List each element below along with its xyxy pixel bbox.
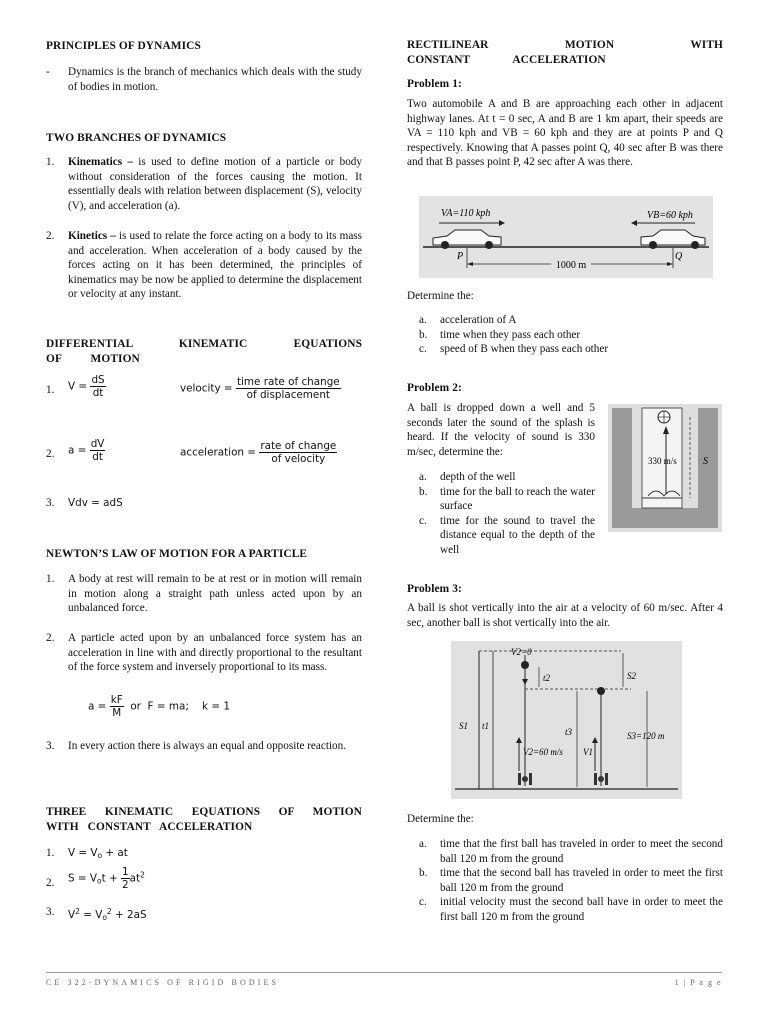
problem-1-title: Problem 1: (407, 78, 462, 90)
problem-1-list (419, 313, 723, 357)
problem-1-determine: Determine the: (407, 290, 474, 302)
heading-differential: DIFFERENTIAL KINEMATIC EQUATIONS OF MOTION (46, 338, 362, 365)
diff-eq-1-number: 1. (46, 384, 55, 396)
problem-2-title: Problem 2: (407, 382, 462, 394)
label-vb: VB=60 kph (647, 210, 693, 221)
list-item-letter: c. (419, 343, 427, 356)
well-wall-right (698, 408, 718, 528)
label-sound-speed: 330 m/s (648, 456, 677, 466)
list-item (419, 514, 595, 558)
kin-eq-3: $V^2 = V_o^2 + 2aS$ (68, 907, 147, 922)
problem-3-text: A ball is shot vertically into the air at a velocity of 60 m/sec. After 4 sec, another ball is shot vertically into the air. (407, 602, 723, 629)
list-item (419, 342, 723, 357)
label-t1: t1 (482, 721, 490, 731)
list-item-text: depth of the well (440, 471, 516, 483)
list-item (419, 485, 595, 514)
heading-newton: NEWTON’S LAW OF MOTION FOR A PARTICLE (46, 548, 308, 560)
list-item-letter: a. (419, 838, 427, 850)
newton-law-2: 2. A particle acted upon by an unbalanced force system has an acceleration in line with and directly proportional to the resultant of the force system and inversely proportional to its mass. (46, 632, 362, 674)
list-item (419, 837, 723, 866)
list-item-letter: b. (419, 867, 428, 880)
diff-eq-2: a = $\frac{dV}{dt}$ (68, 438, 105, 463)
list-item-kinetics: 2. Kinetics – is used to relate the force acting on a body to its mass and acceleration. When acceleration of a body caused by the forces acting on it has been determined, the principles of kinematics may be now be applied to determine the displacement or velocity at any instant. (46, 230, 362, 301)
newton-equation: a = $\frac{kF}{M}$ or F = ma; k = 1 (88, 694, 230, 719)
kin-eq-2-number: 2. (46, 877, 55, 889)
diff-eq-2-words: acceleration = $\frac{\text{rate of change}}{\text{of velocity}}$ (180, 440, 337, 465)
problem-1-figure (419, 196, 713, 278)
list-item-letter: a. (419, 314, 427, 326)
list-item (419, 866, 723, 895)
list-item (419, 328, 723, 343)
label-distance: 1000 m (555, 260, 587, 271)
well-bottom (632, 508, 698, 528)
diff-eq-3: Vdv = adS (68, 497, 123, 509)
heading-two-branches: TWO BRANCHES OF DYNAMICS (46, 132, 227, 144)
problem-1-text: Two automobile A and B are approaching each other in adjacent highway lanes. At t = 0 sec, A and B are 1 km apart, their speeds are VA = 110 kph and VB = 60 kph and they are at points P and Q respectively. Knowing that A passes point Q, 40 sec after B was there and that B passes point P, 42 sec after A was there. (407, 98, 723, 169)
diff-eq-3-number: 3. (46, 497, 55, 509)
intro-paragraph: - Dynamics is the branch of mechanics which deals with the study of bodies in motion. (46, 66, 362, 93)
kin-eq-1-number: 1. (46, 847, 55, 859)
list-item-text: time that the second ball has traveled in order to meet the first ball 120 m from the ground (440, 867, 723, 894)
list-item-text: time that the first ball has traveled in order to meet the second ball 120 m from the ground (440, 838, 723, 865)
problem-3-title: Problem 3: (407, 583, 462, 595)
list-item-letter: c. (419, 514, 427, 527)
problem-2-figure (608, 404, 722, 532)
diff-eq-1: V = $\frac{dS}{dt}$ (68, 374, 105, 399)
heading-principles: PRINCIPLES OF DYNAMICS (46, 40, 201, 52)
list-item (419, 895, 723, 924)
label-s2: S2 (627, 671, 636, 681)
diff-eq-2-number: 2. (46, 448, 55, 460)
footer-rule (46, 972, 722, 973)
ball-1-icon (521, 661, 529, 669)
problem-3-figure (451, 641, 682, 799)
label-v2-zero: V2=0 (511, 647, 532, 657)
list-item-letter: b. (419, 485, 428, 498)
list-item-text: initial velocity must the second ball have in order to meet the first ball 120 m from the ground (440, 896, 723, 923)
list-item-letter: b. (419, 328, 428, 341)
label-s3: S3=120 m (627, 731, 665, 741)
kin-eq-3-number: 3. (46, 906, 55, 918)
list-item (419, 313, 723, 328)
newton-law-3: 3. In every action there is always an equal and opposite reaction. (46, 740, 347, 752)
problem-3-list (419, 837, 723, 925)
list-item-text: time when they pass each other (440, 328, 581, 341)
label-v1: V1 (583, 747, 593, 757)
label-s: S (703, 456, 708, 467)
label-va: VA=110 kph (441, 208, 491, 219)
footer-page-number: 1 | P a g e (674, 978, 722, 987)
diff-eq-1-words: velocity = $\frac{\text{time rate of change}}{\text{of displacement}}$ (180, 376, 340, 401)
label-q: Q (675, 251, 683, 262)
list-item-text: time for the ball to reach the water surface (440, 485, 595, 513)
kin-eq-1: $V = V_o$ + at (68, 847, 128, 860)
list-item-kinematics: 1. Kinematics – is used to define motion of a particle or body without consideration of the forces causing the motion. It essentially deals with relation between displacement (S), velocity (V), and acceleration (a). (46, 156, 362, 212)
newton-law-1: 1. A body at rest will remain to be at rest or in motion will remain in motion along a straight path unless acted upon by an unbalanced force. (46, 573, 362, 615)
list-item (419, 470, 595, 485)
list-item-letter: c. (419, 896, 427, 909)
heading-rectilinear: RECTILINEAR MOTION WITH CONSTANT ACCELERATION (407, 39, 723, 66)
label-t3: t3 (565, 727, 573, 737)
footer-course: CE 322-DYNAMICS OF RIGID BODIES (46, 978, 279, 987)
label-t2: t2 (543, 673, 551, 683)
list-item-text: time for the sound to travel the distance equal to the depth of the well (440, 514, 595, 556)
well-wall-left (612, 408, 632, 528)
problem-2-list (419, 470, 595, 558)
ball-2-icon (597, 687, 605, 695)
label-s1: S1 (459, 721, 468, 731)
label-v2-launch: V2=60 m/s (523, 747, 563, 757)
problem-3-determine: Determine the: (407, 813, 474, 825)
kin-eq-2: $S = V_ot$ + $\frac{1}{2}$ $at^2$ (68, 866, 145, 891)
list-item-text: acceleration of A (440, 314, 517, 326)
list-item-letter: a. (419, 471, 427, 483)
heading-three-kinematic: THREE KINEMATIC EQUATIONS OF MOTION WITH CONSTANT ACCELERATION (46, 806, 362, 833)
list-item-text: speed of B when they pass each other (440, 343, 609, 356)
problem-2-text: A ball is dropped down a well and 5 seconds later the sound of the splash is heard. If the velocity of sound is 330 m/sec, determine the: (407, 402, 595, 458)
label-p: P (457, 251, 464, 262)
